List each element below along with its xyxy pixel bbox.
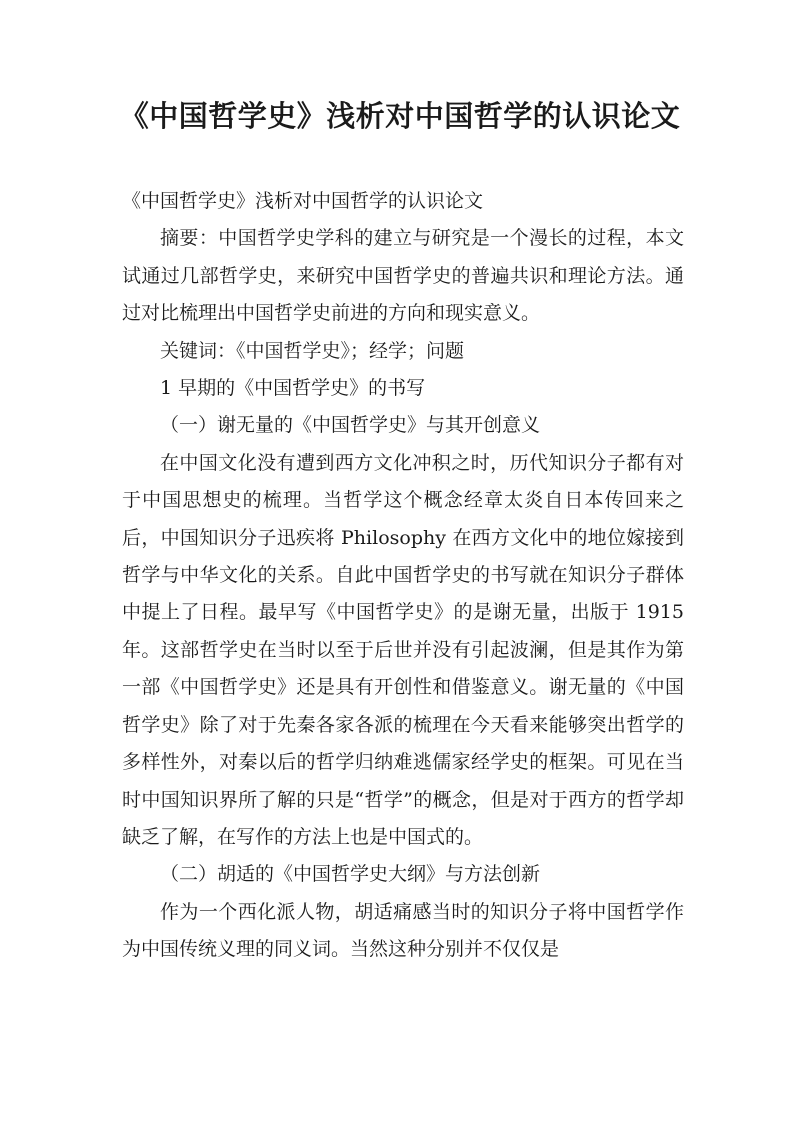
paragraph-body-1: 在中国文化没有遭到西方文化冲积之时，历代知识分子都有对于中国思想史的梳理。当哲学这个概念经章太炎自日本传回来之后，中国知识分子迅疾将 Philosophy 在西方文化中的地位嫁接到哲学与中华文化的关系。自此中国哲学史的书写就在知识分子群体中提上了日程。最早写《中国哲学史》的是谢无量，出版于 1915 年。这部哲学史在当时以至于后世并没有引起波澜，但是其作为第一部《中国哲学史》还是具有开创性和借鉴意义。谢无量的《中国哲学史》除了对于先秦各家各派的梳理在今天看来能够突出哲学的多样性外，对秦以后的哲学归纳难逃儒家经学史的框架。可见在当时中国知识界所了解的只是“哲学”的概念，但是对于西方的哲学却缺乏了解，在写作的方法上也是中国式的。 xyxy=(122,451,684,848)
paragraph-body-2: 作为一个西化派人物，胡适痛感当时的知识分子将中国哲学作为中国传统义理的同义词。当然这种分别并不仅仅是 xyxy=(122,900,684,961)
subsection-heading-1: （一）谢无量的《中国哲学史》与其开创意义 xyxy=(160,414,541,437)
document-title: 《中国哲学史》浅析对中国哲学的认识论文 xyxy=(119,99,681,133)
paragraph-abstract: 摘要：中国哲学史学科的建立与研究是一个漫长的过程，本文试通过几部哲学史，来研究中国哲学史的普遍共识和理论方法。通过对比梳理出中国哲学史前进的方向和现实意义。 xyxy=(122,227,684,325)
paragraph-heading-repeat: 《中国哲学史》浅析对中国哲学的认识论文 xyxy=(122,190,484,212)
section-heading-1: 1 早期的《中国哲学史》的书写 xyxy=(160,377,426,400)
paragraph-keywords: 关键词：《中国哲学史》；经学；问题 xyxy=(160,339,465,362)
document-body xyxy=(122,183,684,969)
subsection-heading-2: （二）胡适的《中国哲学史大纲》与方法创新 xyxy=(160,863,541,886)
